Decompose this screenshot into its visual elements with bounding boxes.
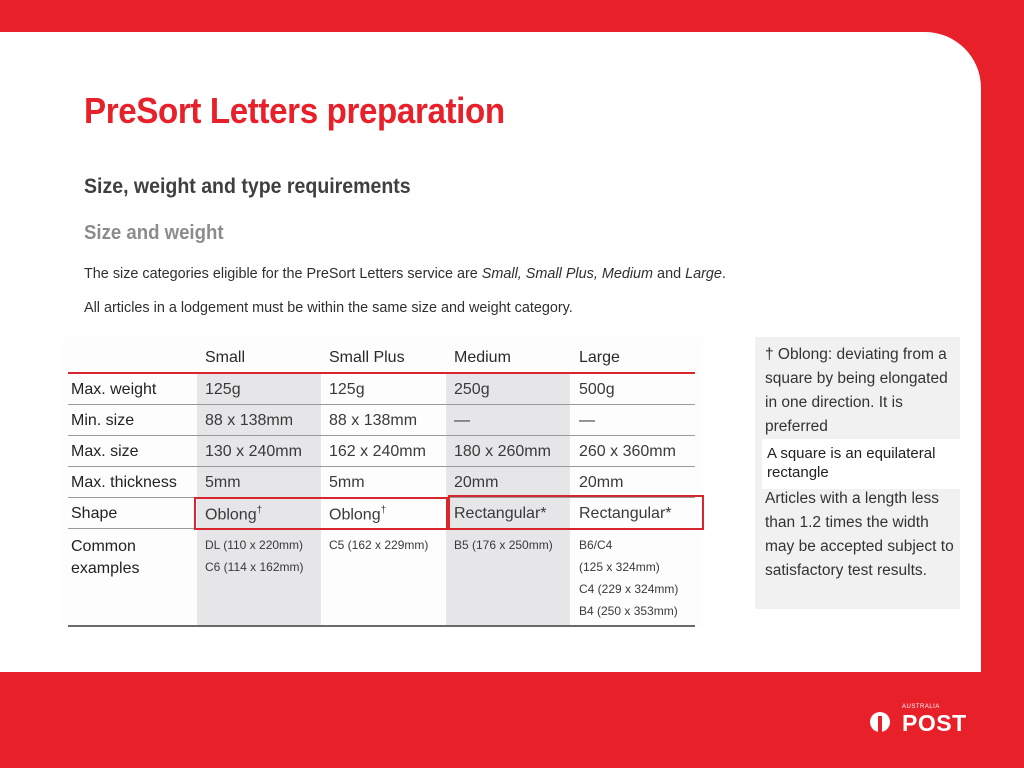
cell-max-size-small: 130 x 240mm: [205, 443, 302, 460]
example-b4: B4 (250 x 353mm): [579, 604, 678, 618]
australia-post-logo: [868, 703, 978, 737]
header-small: Small: [205, 349, 246, 366]
popup-text: A square is an equilateral rectangle: [767, 445, 936, 481]
cell-max-thickness-large: 20mm: [579, 474, 624, 491]
cell-max-size-large: 260 x 360mm: [579, 443, 676, 460]
cell-shape-medium: Rectangular*: [454, 505, 547, 522]
intro-and: and: [653, 265, 686, 282]
cell-min-size-small: 88 x 138mm: [205, 412, 294, 429]
row-label-max-size: Max. size: [71, 443, 139, 460]
page-title: PreSort Letters preparation: [84, 90, 505, 131]
cell-shape-large: Rectangular*: [579, 505, 672, 522]
size-weight-table: [63, 337, 703, 627]
cell-max-weight-large: 500g: [579, 381, 615, 398]
highlight-rectangular-box: [448, 495, 704, 530]
table-bottom-rule: [68, 625, 695, 627]
example-c5: C5 (162 x 229mm): [329, 538, 429, 552]
examples-medium: [454, 534, 553, 556]
cell-max-size-medium: 180 x 260mm: [454, 443, 551, 460]
header-large: Large: [579, 349, 620, 366]
example-dl: DL (110 x 220mm): [205, 538, 304, 552]
cell-min-size-large: —: [579, 412, 595, 429]
row-label-shape: Shape: [71, 505, 118, 522]
section-heading: Size, weight and type requirements: [84, 175, 411, 198]
row-label-min-size: Min. size: [71, 412, 135, 429]
examples-small: [205, 534, 303, 578]
example-c6: C6 (114 x 162mm): [205, 560, 304, 574]
logo-country: AUSTRALIA: [902, 704, 940, 710]
intro-categories: Small, Small Plus, Medium: [481, 265, 654, 282]
footnote-box: [755, 337, 960, 609]
square-definition-popup: [762, 439, 967, 489]
row-label-common-examples: [71, 536, 139, 580]
header-medium: Medium: [454, 349, 511, 366]
cell-max-thickness-medium: 20mm: [454, 474, 499, 491]
cell-min-size-medium: —: [454, 412, 470, 429]
dagger-mark: †: [380, 505, 387, 516]
cell-max-thickness-small-plus: 5mm: [329, 474, 365, 491]
cell-max-size-small-plus: 162 x 240mm: [329, 443, 426, 460]
oblong-footnote: † Oblong: deviating from a square by being elongated in one direction. It is preferred: [765, 346, 948, 435]
header-divider: [68, 372, 695, 374]
examples-label-line2: examples: [71, 560, 140, 577]
row-label-max-weight: Max. weight: [71, 381, 157, 398]
intro-text: The size categories eligible for the PreSort Letters service are: [84, 265, 482, 282]
shape-small-text: Oblong: [205, 506, 257, 524]
example-b6-c4-size: (125 x 324mm): [579, 560, 660, 574]
shape-small-plus-text: Oblong: [329, 506, 381, 524]
row-label-max-thickness: Max. thickness: [71, 474, 177, 491]
example-c4: C4 (229 x 324mm): [579, 582, 679, 596]
row-divider: [68, 466, 695, 467]
header-small-plus: Small Plus: [329, 349, 405, 366]
dagger-mark: †: [256, 505, 263, 516]
cell-min-size-small-plus: 88 x 138mm: [329, 412, 418, 429]
cell-max-weight-medium: 250g: [454, 381, 490, 398]
examples-label-line1: Common: [71, 538, 136, 555]
rectangular-footnote: Articles with a length less than 1.2 times the width may be accepted subject to satisfactory test results.: [765, 490, 954, 579]
subsection-heading: Size and weight: [84, 222, 224, 244]
intro-period: .: [721, 265, 726, 282]
cell-max-weight-small-plus: 125g: [329, 381, 365, 398]
logo-word: POST: [902, 710, 967, 736]
example-b5: B5 (176 x 250mm): [454, 538, 553, 552]
cell-max-thickness-small: 5mm: [205, 474, 241, 491]
post-symbol-icon: [870, 712, 890, 732]
intro-large: Large: [685, 265, 722, 282]
cell-max-weight-small: 125g: [205, 381, 241, 398]
row-divider: [68, 435, 695, 436]
highlight-oblong-box: [194, 497, 448, 530]
intro-paragraph: [84, 265, 726, 282]
row-divider: [68, 404, 695, 405]
examples-large: [579, 534, 678, 622]
examples-small-plus: [329, 534, 428, 556]
same-category-paragraph: All articles in a lodgement must be within the same size and weight category.: [84, 299, 573, 316]
example-b6-c4: B6/C4: [579, 538, 613, 552]
